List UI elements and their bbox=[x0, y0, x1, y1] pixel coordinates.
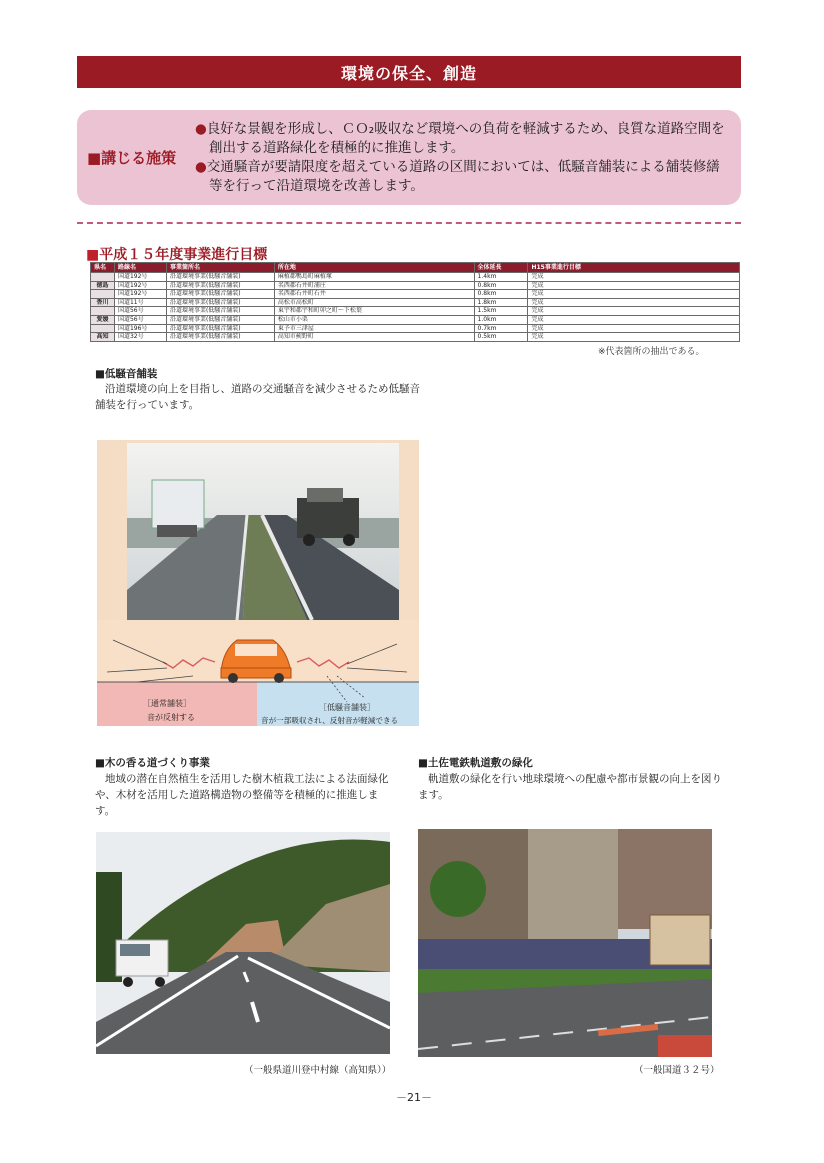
section-divider bbox=[77, 222, 741, 224]
table-row bbox=[91, 298, 740, 307]
table-cell-length: 1.0km bbox=[474, 315, 528, 324]
table-cell-route: 国道56号 bbox=[114, 307, 166, 316]
tram-heading: ■土佐電鉄軌道敷の緑化 bbox=[418, 757, 533, 769]
table-cell-location: 名西郡石井町石井 bbox=[274, 290, 474, 299]
table-cell-length: 1.5km bbox=[474, 307, 528, 316]
table-row bbox=[91, 281, 740, 290]
table-cell-length: 0.8km bbox=[474, 281, 528, 290]
table-row bbox=[91, 290, 740, 299]
low-noise-illustration bbox=[97, 440, 419, 726]
table-cell-route: 国道196号 bbox=[114, 324, 166, 333]
measure-item: ● 良好な景観を形成し、ＣＯ₂吸収など環境への負荷を軽減するため、良質な道路空間を創出する道路緑化を積極的に推進します。 bbox=[195, 120, 730, 158]
low-noise-text: 沿道環境の向上を目指し、道路の交通騒音を減少させるため低騒音舗装を行っています。 bbox=[95, 383, 420, 411]
targets-heading-text: 平成１５年度事業進行目標 bbox=[99, 247, 268, 263]
targets-table bbox=[90, 262, 740, 342]
table-cell-project: 沿道環境事業(低騒音舗装) bbox=[166, 315, 274, 324]
table-cell-goal: 完成 bbox=[528, 333, 740, 342]
table-cell-location: 麻植郡鴨島町麻植塚 bbox=[274, 273, 474, 282]
low-noise-heading: ■低騒音舗装 bbox=[95, 368, 158, 380]
table-cell-pref: 徳島 bbox=[91, 281, 115, 290]
table-cell-goal: 完成 bbox=[528, 290, 740, 299]
table-cell-location: 高知市薊野町 bbox=[274, 333, 474, 342]
table-cell-project: 沿道環境事業(低騒音舗装) bbox=[166, 273, 274, 282]
table-row bbox=[91, 324, 740, 333]
table-cell-route: 国道192号 bbox=[114, 281, 166, 290]
table-cell-project: 沿道環境事業(低騒音舗装) bbox=[166, 298, 274, 307]
column-header: 全体延長 bbox=[474, 263, 528, 273]
table-cell-length: 0.5km bbox=[474, 333, 528, 342]
table-cell-location: 東予市三津屋 bbox=[274, 324, 474, 333]
table-cell-route: 国道192号 bbox=[114, 290, 166, 299]
table-cell-goal: 完成 bbox=[528, 307, 740, 316]
column-header: 所在地 bbox=[274, 263, 474, 273]
measure-item: ● 交通騒音が要請限度を超えている道路の区間においては、低騒音舗装による舗装修繕等を行って沿道環境を改善します。 bbox=[195, 158, 730, 196]
table-row bbox=[91, 333, 740, 342]
table-cell-pref bbox=[91, 307, 115, 316]
page-title: 環境の保全、創造 bbox=[77, 56, 741, 88]
table-cell-goal: 完成 bbox=[528, 281, 740, 290]
table-header-row bbox=[91, 263, 740, 273]
normal-pavement-label: ［通常舗装］ bbox=[143, 699, 191, 708]
table-cell-goal: 完成 bbox=[528, 315, 740, 324]
table-cell-route: 国道56号 bbox=[114, 315, 166, 324]
table-cell-length: 1.4km bbox=[474, 273, 528, 282]
tram-caption: （一般国道３２号） bbox=[634, 1065, 720, 1076]
column-header: 事業箇所名 bbox=[166, 263, 274, 273]
table-cell-length: 0.7km bbox=[474, 324, 528, 333]
table-cell-goal: 完成 bbox=[528, 324, 740, 333]
low-noise-pavement-label: ［低騒音舗装］ bbox=[319, 703, 375, 712]
table-cell-project: 沿道環境事業(低騒音舗装) bbox=[166, 333, 274, 342]
tram-text: 軌道敷の緑化を行い地球環境への配慮や都市景観の向上を図ります。 bbox=[418, 773, 722, 801]
table-cell-length: 0.8km bbox=[474, 290, 528, 299]
table-cell-route: 国道192号 bbox=[114, 273, 166, 282]
wood-road-heading: ■木の香る道づくり事業 bbox=[95, 757, 210, 769]
table-cell-project: 沿道環境事業(低騒音舗装) bbox=[166, 290, 274, 299]
table-cell-project: 沿道環境事業(低騒音舗装) bbox=[166, 307, 274, 316]
wood-road-photo bbox=[96, 832, 390, 1054]
low-noise-pavement-desc: 音が一部吸収され、反射音が軽減できる bbox=[261, 716, 399, 725]
table-cell-location: 松山市小栗 bbox=[274, 315, 474, 324]
table-cell-pref bbox=[91, 324, 115, 333]
table-cell-location: 高松市高松町 bbox=[274, 298, 474, 307]
table-cell-length: 1.8km bbox=[474, 298, 528, 307]
column-header: 県名 bbox=[91, 263, 115, 273]
table-cell-location: 東宇和郡宇和町卯之町～下松葉 bbox=[274, 307, 474, 316]
table-cell-project: 沿道環境事業(低騒音舗装) bbox=[166, 324, 274, 333]
wood-road-caption: （一般県道川登中村線（高知県）） bbox=[244, 1065, 392, 1076]
table-cell-goal: 完成 bbox=[528, 298, 740, 307]
measures-box bbox=[77, 110, 741, 205]
table-cell-route: 国道32号 bbox=[114, 333, 166, 342]
table-cell-project: 沿道環境事業(低騒音舗装) bbox=[166, 281, 274, 290]
targets-heading bbox=[86, 244, 267, 264]
wood-road-text: 地域の潜在自然植生を活用した樹木植栽工法による法面緑化や、木材を活用した道路構造物の整備等を積極的に推進します。 bbox=[95, 773, 389, 817]
page-number: －21－ bbox=[396, 1091, 432, 1104]
table-row bbox=[91, 315, 740, 324]
heading-square-icon: ■ bbox=[86, 247, 100, 263]
measures-label: ■講じる施策 bbox=[87, 149, 177, 167]
column-header: H15事業進行目標 bbox=[528, 263, 740, 273]
table-cell-pref: 香川 bbox=[91, 298, 115, 307]
table-cell-location: 名西郡石井町浦庄 bbox=[274, 281, 474, 290]
table-cell-goal: 完成 bbox=[528, 273, 740, 282]
column-header: 路線名 bbox=[114, 263, 166, 273]
measures-list bbox=[195, 120, 730, 196]
table-note: ※代表箇所の抽出である。 bbox=[598, 347, 705, 357]
normal-pavement-desc: 音が反射する bbox=[147, 713, 195, 722]
low-noise-figure bbox=[97, 440, 419, 726]
table-cell-pref: 愛媛 bbox=[91, 315, 115, 324]
table-cell-pref: 高知 bbox=[91, 333, 115, 342]
tram-photo bbox=[418, 829, 712, 1057]
table-cell-pref bbox=[91, 290, 115, 299]
table-cell-pref bbox=[91, 273, 115, 282]
table-row bbox=[91, 307, 740, 316]
table-row bbox=[91, 273, 740, 282]
table-cell-route: 国道11号 bbox=[114, 298, 166, 307]
